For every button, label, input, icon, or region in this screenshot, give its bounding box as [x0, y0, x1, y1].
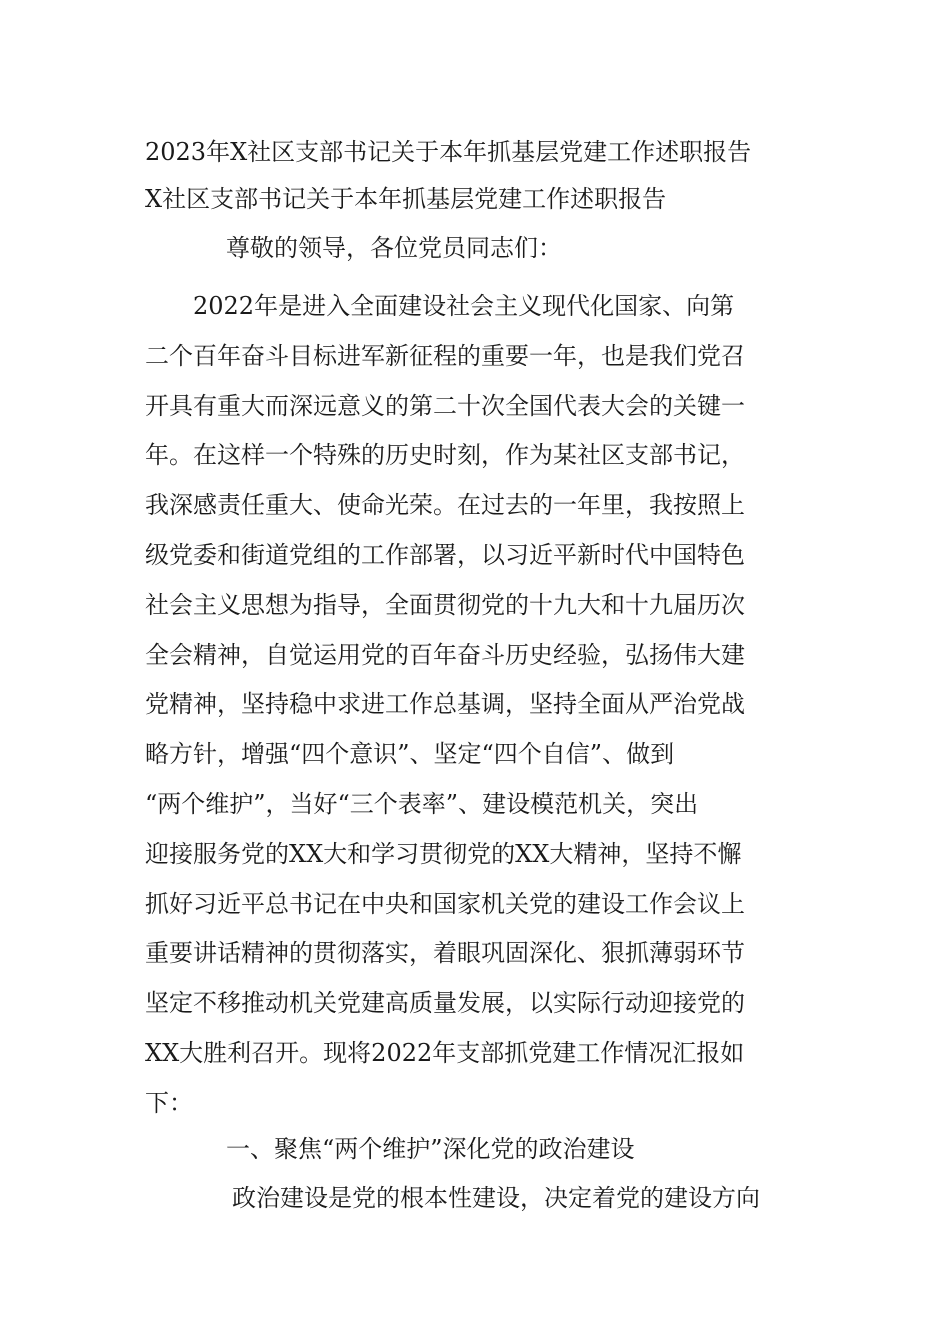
paragraph-line: 下：	[145, 1088, 193, 1117]
paragraph-line: 年。在这样一个特殊的历史时刻，作为某社区支部书记，	[145, 441, 745, 470]
paragraph-line: “两个维护”，当好“三个表率”、建设模范机关，突出	[145, 789, 699, 818]
paragraph-line: XX大胜利召开。现将2022年支部抓党建工作情况汇报如	[145, 1038, 745, 1067]
paragraph-line: 2022年是进入全面建设社会主义现代化国家、向第	[145, 292, 735, 320]
paragraph-line: 级党委和街道党组的工作部署，以习近平新时代中国特色	[145, 540, 745, 569]
paragraph-line: 迎接服务党的XX大和学习贯彻党的XX大精神，坚持不懈	[145, 839, 742, 868]
paragraph-line: 略方针，增强“四个意识”、坚定“四个自信”、做到	[145, 740, 675, 769]
section-heading-1: 一、聚焦“两个维护”深化党的政治建设	[226, 1135, 635, 1163]
paragraph-line: 重要讲话精神的贯彻落实，着眼巩固深化、狠抓薄弱环节	[145, 939, 745, 968]
document-title-line-2: X社区支部书记关于本年抓基层党建工作述职报告	[145, 185, 667, 213]
paragraph-line: 社会主义思想为指导，全面贯彻党的十九大和十九届历次	[145, 590, 745, 619]
paragraph-line: 坚定不移推动机关党建高质量发展，以实际行动迎接党的	[145, 989, 745, 1018]
document-title-line-1: 2023年X社区支部书记关于本年抓基层党建工作述职报告	[145, 138, 752, 166]
paragraph-line: 二个百年奋斗目标进军新征程的重要一年，也是我们党召	[145, 341, 745, 370]
section-1-paragraph-line: 政治建设是党的根本性建设，决定着党的建设方向	[232, 1184, 760, 1212]
intro-paragraph	[145, 282, 810, 1129]
paragraph-line: 全会精神，自觉运用党的百年奋斗历史经验，弘扬伟大建	[145, 640, 745, 669]
paragraph-line: 开具有重大而深远意义的第二十次全国代表大会的关键一	[145, 391, 745, 420]
paragraph-line: 我深感责任重大、使命光荣。在过去的一年里，我按照上	[145, 491, 745, 520]
paragraph-line: 抓好习近平总书记在中央和国家机关党的建设工作会议上	[145, 889, 745, 918]
paragraph-line: 党精神，坚持稳中求进工作总基调，坚持全面从严治党战	[145, 690, 745, 719]
greeting-line: 尊敬的领导，各位党员同志们：	[226, 234, 562, 262]
